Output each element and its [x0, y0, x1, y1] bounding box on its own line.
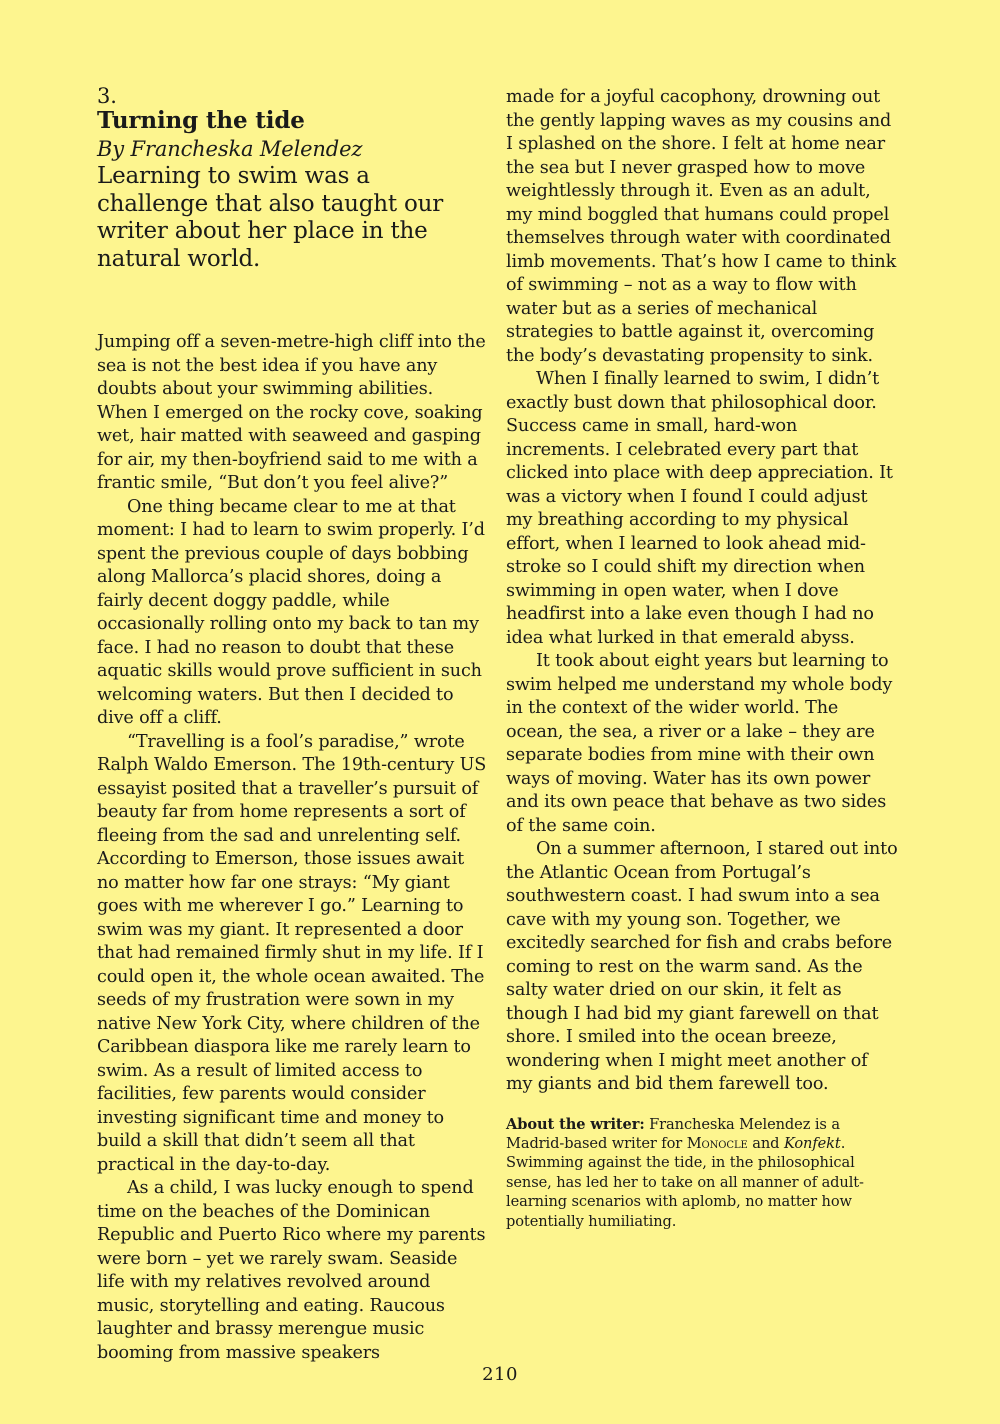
about-publication: Monocle [686, 1134, 748, 1152]
about-label: About the writer: [506, 1115, 645, 1133]
article-title: Turning the tide [97, 107, 305, 134]
article-standfirst: Learning to swim was a challenge that also taught our writer about her place in the natural world. [97, 163, 444, 272]
article-number: 3. [97, 84, 117, 108]
body-paragraph: Jumping off a seven-metre-high cliff into the sea is not the best idea if you have any doubts about your swimming abilities. When I emerged on the rocky cove, soaking wet, hair matted with seaweed and gasping for air, my then-boyfriend said to me with a frantic smile, “But don’t you feel alive?” [97, 332, 486, 493]
about-publication-2: Konfekt [783, 1134, 841, 1152]
body-paragraph: One thing became clear to me at that moment: I had to learn to swim properly. I’d spent the previous couple of days bobbing along Mallorca’s placid shores, doing a fairly decent doggy paddle, while occasionally rolling onto my back to tan my face. I had no reason to doubt that these aquatic skills would prove sufficient in such welcoming waters. But then I decided to dive off a cliff. [97, 496, 485, 728]
about-text: . Swimming against the tide, in the philosophical sense, has led her to take on all manner of adult-learning scenarios with aplomb, no matter how potentially humiliating. [506, 1134, 864, 1230]
page-number: 210 [482, 1364, 518, 1385]
body-paragraph: When I finally learned to swim, I didn’t exactly bust down that philosophical door. Success came in small, hard-won increments. I celebrated every part that clicked into place with deep appreciation. It was a victory when I found I could adjust my breathing according to my physical effort, when I learned to look ahead mid-stroke so I could shift my direction when swimming in open water, when I dove headfirst into a lake even though I had no idea what lurked in that emerald abyss. [506, 369, 893, 648]
about-the-writer [506, 1115, 898, 1231]
body-paragraph: made for a joyful cacophony, drowning out the gently lapping waves as my cousins and I splashed on the shore. I felt at home near the sea but I never grasped how to move weightlessly through it. Even as an adult, my mind boggled that humans could propel themselves through water with coordinated limb movements. That’s how I came to think of swimming – not as a way to flow with water but as a series of mechanical strategies to battle against it, overcoming the body’s devastating propensity to sink. [506, 87, 897, 366]
article-byline: By Francheska Melendez [97, 137, 363, 161]
about-text: Francheska Melendez is a Madrid-based writer for [506, 1115, 840, 1152]
about-text: and [747, 1134, 784, 1152]
left-column [97, 86, 487, 1365]
body-paragraph: As a child, I was lucky enough to spend time on the beaches of the Dominican Republic and Puerto Rico where my parents were born – yet we rarely swam. Seaside life with my relatives revolved around music, storytelling and eating. Raucous laughter and brassy merengue music booming from massive speakers [97, 1178, 486, 1363]
body-paragraph: “Travelling is a fool’s paradise,” wrote Ralph Waldo Emerson. The 19th-century US essayist posited that a traveller’s pursuit of beauty far from home represents a sort of fleeing from the sad and unrelenting self. According to Emerson, those issues await no matter how far one strays: “My giant goes with me wherever I go.” Learning to swim was my giant. It represented a door that had remained firmly shut in my life. If I could open it, the whole ocean awaited. The seeds of my frustration were sown in my native New York City, where children of the Caribbean diaspora like me rarely learn to swim. As a result of limited access to facilities, few parents would consider investing significant time and money to build a skill that didn’t seem all that practical in the day-to-day. [97, 731, 487, 1175]
right-column [506, 86, 898, 1246]
body-paragraph: On a summer afternoon, I stared out into the Atlantic Ocean from Portugal’s southwestern coast. I had swum into a sea cave with my young son. Together, we excitedly searched for fish and crabs before coming to rest on the warm sand. As the salty water dried on our skin, it felt as though I had bid my giant farewell on that shore. I smiled into the ocean breeze, wondering when I might meet another of my giants and bid them farewell too. [506, 839, 898, 1094]
body-paragraph: It took about eight years but learning to swim helped me understand my whole body in the context of the wider world. The ocean, the sea, a river or a lake – they are separate bodies from mine with their own ways of moving. Water has its own power and its own peace that behave as two sides of the same coin. [506, 651, 893, 836]
